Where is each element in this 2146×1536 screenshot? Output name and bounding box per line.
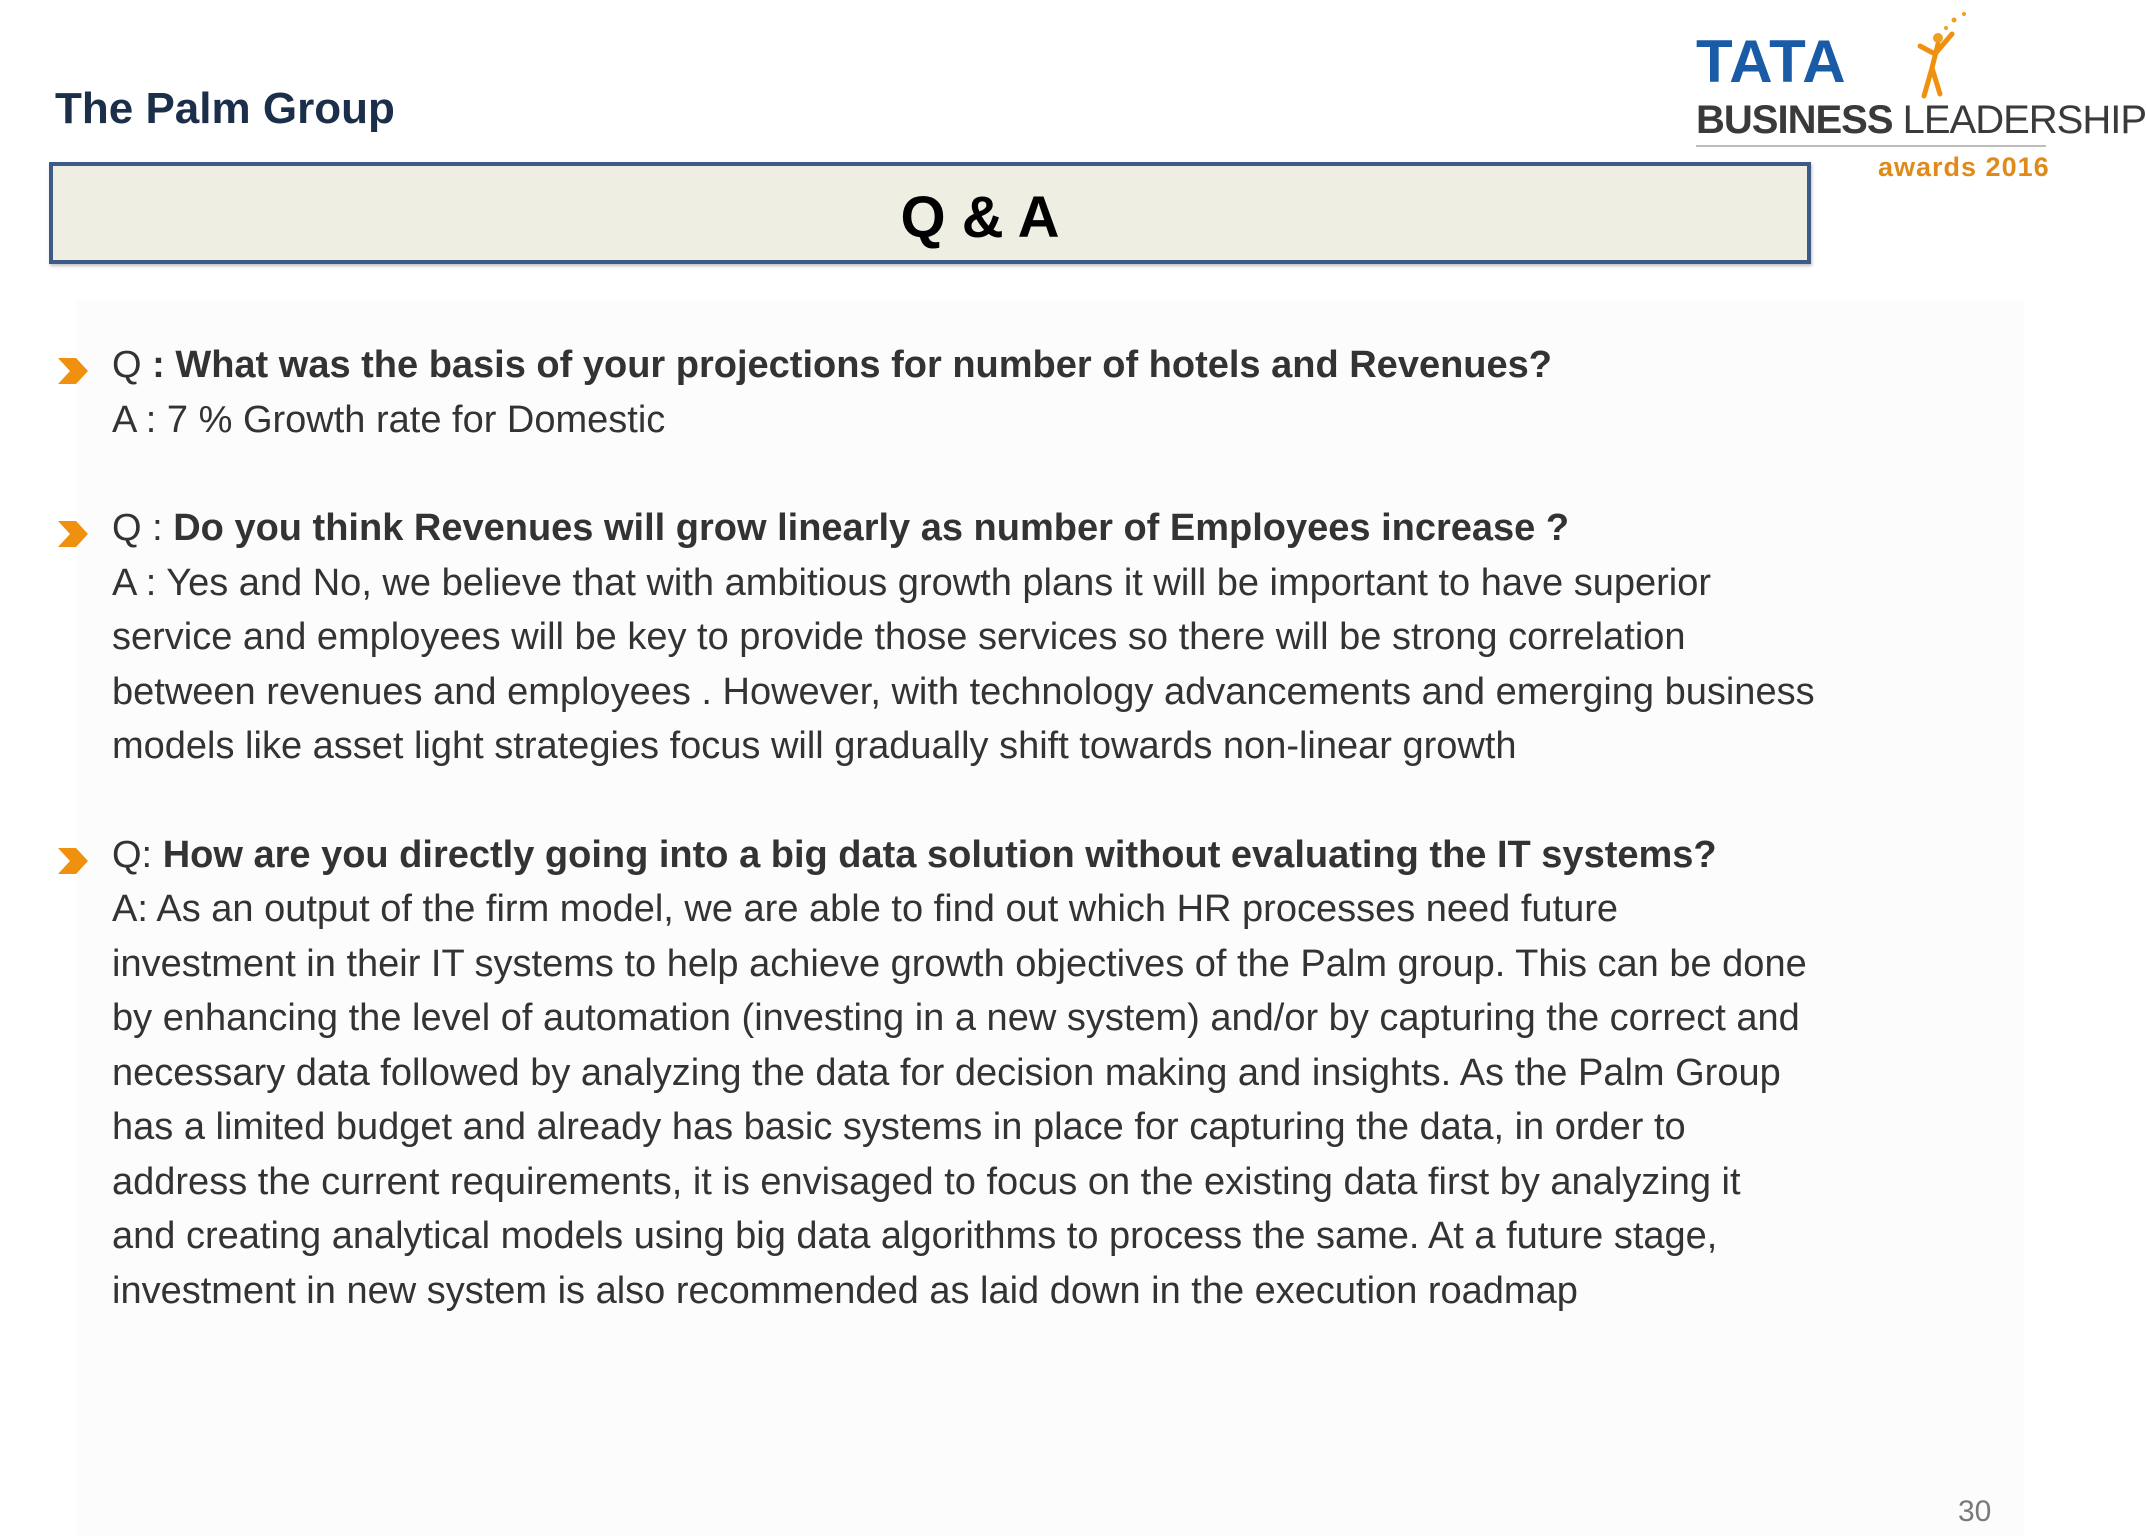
- qa-item: [56, 501, 1986, 774]
- answer-line: and creating analytical models using big data algorithms to process the same. At a future stage,: [112, 1215, 1718, 1257]
- qa-banner-title: Q & A: [900, 185, 1060, 250]
- question-prefix: Q: [112, 344, 153, 386]
- answer-line: between revenues and employees . However, with technology advancements and emerging business: [112, 670, 1815, 713]
- answer-line: address the current requirements, it is envisaged to focus on the existing data first by analyzing it: [112, 1160, 1741, 1203]
- answer-line: investment in their IT systems to help achieve growth objectives of the Palm group. This can be done: [112, 942, 1807, 985]
- tata-business-leadership-logo: [1690, 8, 2146, 183]
- logo-brand: TATA: [1696, 28, 1847, 95]
- question-prefix: Q:: [112, 833, 163, 876]
- answer-line: A : 7 % Growth rate for Domestic: [112, 398, 666, 441]
- answer-line: by enhancing the level of automation (investing in a new system) and/or by capturing the correct and: [112, 997, 1800, 1039]
- question-line: [112, 338, 1986, 393]
- question-prefix: Q :: [112, 507, 174, 549]
- qa-banner: [49, 162, 1811, 264]
- logo-awards: awards 2016: [1878, 152, 2050, 182]
- logo-divider: [1696, 145, 2046, 147]
- answer-line: has a limited budget and already has basic systems in place for capturing the data, in order to: [112, 1106, 1686, 1148]
- page-title: The Palm Group: [55, 84, 395, 133]
- qa-item: [56, 828, 1986, 1319]
- page-number: 30: [1958, 1495, 1992, 1528]
- chevron-bullet-icon: [56, 846, 90, 876]
- answer-line: A : Yes and No, we believe that with ambitious growth plans it will be important to have superior: [112, 561, 1711, 604]
- answer-line: investment in new system is also recommended as laid down in the execution roadmap: [112, 1269, 1578, 1312]
- answer-line: models like asset light strategies focus will gradually shift towards non-linear growth: [112, 725, 1517, 767]
- chevron-bullet-icon: [56, 519, 90, 549]
- question-line: [112, 828, 1986, 883]
- logo-business: BUSINESS: [1696, 98, 1893, 142]
- question-line: [112, 501, 1986, 556]
- question-text: Do you think Revenues will grow linearly as number of Employees increase ?: [173, 507, 1570, 549]
- answer-line: necessary data followed by analyzing the data for decision making and insights. As the Palm Group: [112, 1051, 1781, 1094]
- chevron-bullet-icon: [56, 356, 90, 386]
- question-text: : What was the basis of your projections for number of hotels and Revenues?: [152, 344, 1552, 386]
- qa-list: [56, 338, 1986, 1318]
- qa-item: [56, 338, 1986, 447]
- answer-line: A: As an output of the firm model, we are able to find out which HR processes need future: [112, 888, 1619, 930]
- question-text: How are you directly going into a big data solution without evaluating the IT systems?: [162, 833, 1717, 876]
- answer-line: service and employees will be key to provide those services so there will be strong correlation: [112, 616, 1686, 658]
- logo-wordmark: [1696, 100, 2146, 140]
- logo-leadership: LEADERSHIP: [1902, 98, 2146, 142]
